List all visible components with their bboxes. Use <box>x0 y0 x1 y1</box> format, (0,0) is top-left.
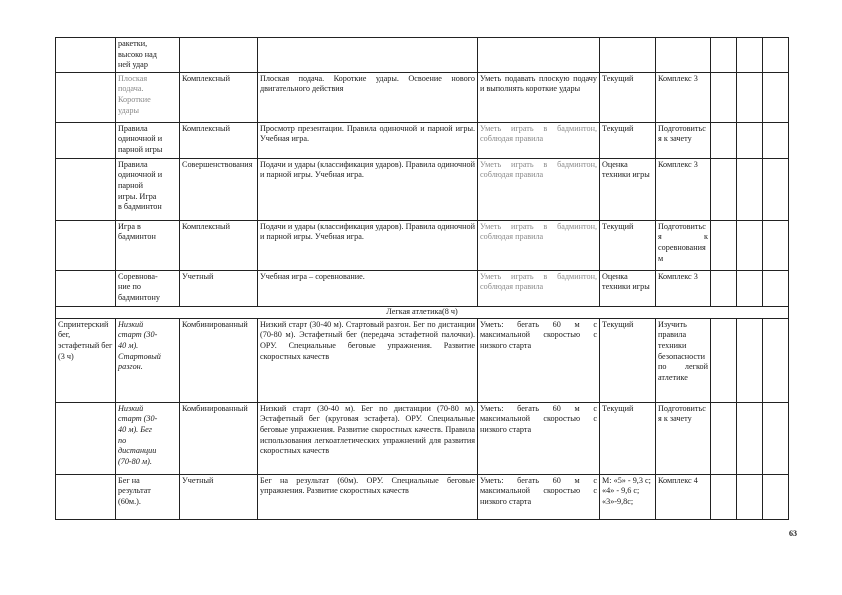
lesson-line: подача. <box>118 84 144 94</box>
lesson-line: 40 м). Бег <box>118 424 152 434</box>
lesson-line: старт (30- <box>118 330 158 340</box>
lesson-line: дистанции <box>118 446 157 456</box>
cell-content: Бег на результат (60м). ОРУ. Специальные беговые упражнения. Развитие скоростных качеств <box>258 474 478 519</box>
cell-topic <box>56 72 116 122</box>
cell-content: Низкий старт (30-40 м). Бег по дистанции (70-80 м). Эстафетный бег (круговая эстафета). ОРУ. Специальные беговые упражнения. Развитие скоростных качеств. Правила использования легкоатлетических упражнений для развития скоростных качеств <box>258 402 478 474</box>
cell-topic <box>56 158 116 220</box>
cell-notes <box>763 38 789 73</box>
lesson-line: бадминтон <box>118 232 156 242</box>
lesson-line: ней удар <box>118 60 148 70</box>
cell-skills: Уметь играть в бадминтон, соблюдая правила <box>478 270 600 306</box>
cell-notes <box>763 474 789 519</box>
lesson-line: в бадминтон <box>118 202 162 212</box>
page-number: 63 <box>789 529 797 538</box>
cell-lesson <box>116 72 180 122</box>
cell-control: Текущий <box>600 72 656 122</box>
lesson-line: (70-80 м). <box>118 456 152 466</box>
cell-control <box>600 38 656 73</box>
lesson-line: старт (30- <box>118 414 158 424</box>
cell-date-plan <box>711 122 737 158</box>
cell-control: Оценка техники игры <box>600 158 656 220</box>
lesson-line: игры. Игра <box>118 191 157 201</box>
cell-skills: Уметь подавать плоскую подачу и выполнять короткие удары <box>478 72 600 122</box>
cell-topic <box>56 474 116 519</box>
table-row <box>56 318 789 402</box>
lesson-line: Стартовый <box>118 351 161 361</box>
cell-topic <box>56 38 116 73</box>
cell-type: Комплексный <box>180 72 258 122</box>
cell-date-fact <box>737 38 763 73</box>
cell-topic <box>56 402 116 474</box>
cell-date-plan <box>711 270 737 306</box>
cell-type: Учетный <box>180 270 258 306</box>
cell-date-plan <box>711 38 737 73</box>
cell-type: Комбинированный <box>180 318 258 402</box>
table-row <box>56 122 789 158</box>
lesson-line: одиночной и <box>118 170 163 180</box>
table-row <box>56 474 789 519</box>
cell-lesson <box>116 318 180 402</box>
cell-content: Просмотр презентации. Правила одиночной и парной игры. Учебная игра. <box>258 122 478 158</box>
cell-lesson <box>116 402 180 474</box>
lesson-plan-table-container <box>55 37 788 520</box>
cell-date-fact <box>737 270 763 306</box>
cell-lesson <box>116 474 180 519</box>
cell-date-plan <box>711 474 737 519</box>
cell-control: Текущий <box>600 318 656 402</box>
lesson-line: Соревнова- <box>118 271 158 281</box>
cell-homework: Подготовиться к соревнованиям <box>656 220 711 270</box>
lesson-line: Правила <box>118 123 148 133</box>
lesson-plan-table <box>55 37 789 520</box>
cell-topic <box>56 220 116 270</box>
cell-control: Оценка техники игры <box>600 270 656 306</box>
lesson-line: разгон. <box>118 362 143 372</box>
cell-date-fact <box>737 122 763 158</box>
cell-topic <box>56 122 116 158</box>
lesson-line: парной игры <box>118 144 163 154</box>
cell-notes <box>763 158 789 220</box>
cell-content: Учебная игра – соревнование. <box>258 270 478 306</box>
cell-homework <box>656 38 711 73</box>
cell-lesson <box>116 158 180 220</box>
cell-homework: Изучить правила техники безопасности по легкой атлетике <box>656 318 711 402</box>
cell-type: Комбинированный <box>180 402 258 474</box>
cell-content <box>258 38 478 73</box>
cell-type: Комплексный <box>180 220 258 270</box>
cell-date-plan <box>711 402 737 474</box>
table-row <box>56 72 789 122</box>
lesson-line: 40 м). <box>118 340 139 350</box>
table-row <box>56 270 789 306</box>
section-title: Легкая атлетика(8 ч) <box>56 306 789 318</box>
cell-homework: Комплекс 3 <box>656 72 711 122</box>
cell-date-plan <box>711 72 737 122</box>
cell-skills: Уметь: бегать 60 м с максимальной скоростью с низкого старта <box>478 318 600 402</box>
cell-date-fact <box>737 474 763 519</box>
section-header-row <box>56 306 789 318</box>
cell-homework: Комплекс 3 <box>656 158 711 220</box>
cell-notes <box>763 402 789 474</box>
cell-skills: Уметь играть в бадминтон, соблюдая правила <box>478 122 600 158</box>
grade-norm-line: М: «5» - 9,3 с; <box>602 475 651 485</box>
cell-skills: Уметь играть в бадминтон, соблюдая правила <box>478 158 600 220</box>
lesson-line: удары <box>118 105 139 115</box>
cell-control <box>600 474 656 519</box>
lesson-line: Бег на <box>118 475 140 485</box>
cell-date-fact <box>737 158 763 220</box>
lesson-line: высоко над <box>118 49 157 59</box>
grade-norm-line: «3»-9,8с; <box>602 496 634 506</box>
cell-skills: Уметь: бегать 60 м с максимальной скоростью с низкого старта <box>478 402 600 474</box>
cell-type: Совершенствования <box>180 158 258 220</box>
cell-skills: Уметь: бегать 60 м с максимальной скоростью с низкого старта <box>478 474 600 519</box>
lesson-line: одиночной и <box>118 134 163 144</box>
lesson-line: Игра в <box>118 221 141 231</box>
table-row <box>56 220 789 270</box>
cell-topic: Спринтерский бег, эстафетный бег (3 ч) <box>56 318 116 402</box>
cell-homework: Подготовиться к зачету <box>656 122 711 158</box>
cell-control: Текущий <box>600 122 656 158</box>
lesson-line: парной <box>118 180 143 190</box>
cell-date-fact <box>737 72 763 122</box>
cell-homework: Комплекс 3 <box>656 270 711 306</box>
lesson-line: ние по <box>118 282 141 292</box>
table-row <box>56 158 789 220</box>
cell-date-plan <box>711 220 737 270</box>
cell-notes <box>763 318 789 402</box>
cell-control: Текущий <box>600 220 656 270</box>
cell-type: Комплексный <box>180 122 258 158</box>
cell-control: Текущий <box>600 402 656 474</box>
table-row <box>56 402 789 474</box>
lesson-line: Низкий <box>118 319 144 329</box>
cell-topic <box>56 270 116 306</box>
cell-notes <box>763 220 789 270</box>
cell-content: Подачи и удары (классификация ударов). Правила одиночной и парной игры. Учебная игра. <box>258 158 478 220</box>
lesson-line: Плоская <box>118 73 148 83</box>
lesson-line: по <box>118 435 127 445</box>
lesson-line: бадминтону <box>118 292 160 302</box>
cell-notes <box>763 270 789 306</box>
cell-type <box>180 38 258 73</box>
cell-homework: Подготовиться к зачету <box>656 402 711 474</box>
cell-content: Подачи и удары (классификация ударов). Правила одиночной и парной игры. Учебная игра. <box>258 220 478 270</box>
cell-lesson <box>116 122 180 158</box>
cell-content: Низкий старт (30-40 м). Стартовый разгон. Бег по дистанции (70-80 м). Эстафетный бег (передача эстафетной палочки). ОРУ. Специальные беговые упражнения. Развитие скоростных качеств <box>258 318 478 402</box>
cell-notes <box>763 72 789 122</box>
lesson-line: результат <box>118 486 151 496</box>
cell-skills <box>478 38 600 73</box>
lesson-line: Правила <box>118 159 148 169</box>
cell-date-fact <box>737 402 763 474</box>
cell-content: Плоская подача. Короткие удары. Освоение нового двигательного действия <box>258 72 478 122</box>
cell-skills: Уметь играть в бадминтон, соблюдая правила <box>478 220 600 270</box>
lesson-line: (60м.). <box>118 496 141 506</box>
cell-homework: Комплекс 4 <box>656 474 711 519</box>
cell-type: Учетный <box>180 474 258 519</box>
cell-date-fact <box>737 220 763 270</box>
lesson-line: Низкий <box>118 403 144 413</box>
cell-lesson <box>116 38 180 73</box>
cell-date-plan <box>711 158 737 220</box>
cell-date-fact <box>737 318 763 402</box>
cell-lesson <box>116 220 180 270</box>
cell-notes <box>763 122 789 158</box>
table-row <box>56 38 789 73</box>
cell-lesson <box>116 270 180 306</box>
cell-date-plan <box>711 318 737 402</box>
grade-norm-line: «4» - 9,6 с; <box>602 486 640 496</box>
lesson-line: ракетки, <box>118 39 148 48</box>
lesson-line: Короткие <box>118 94 151 104</box>
